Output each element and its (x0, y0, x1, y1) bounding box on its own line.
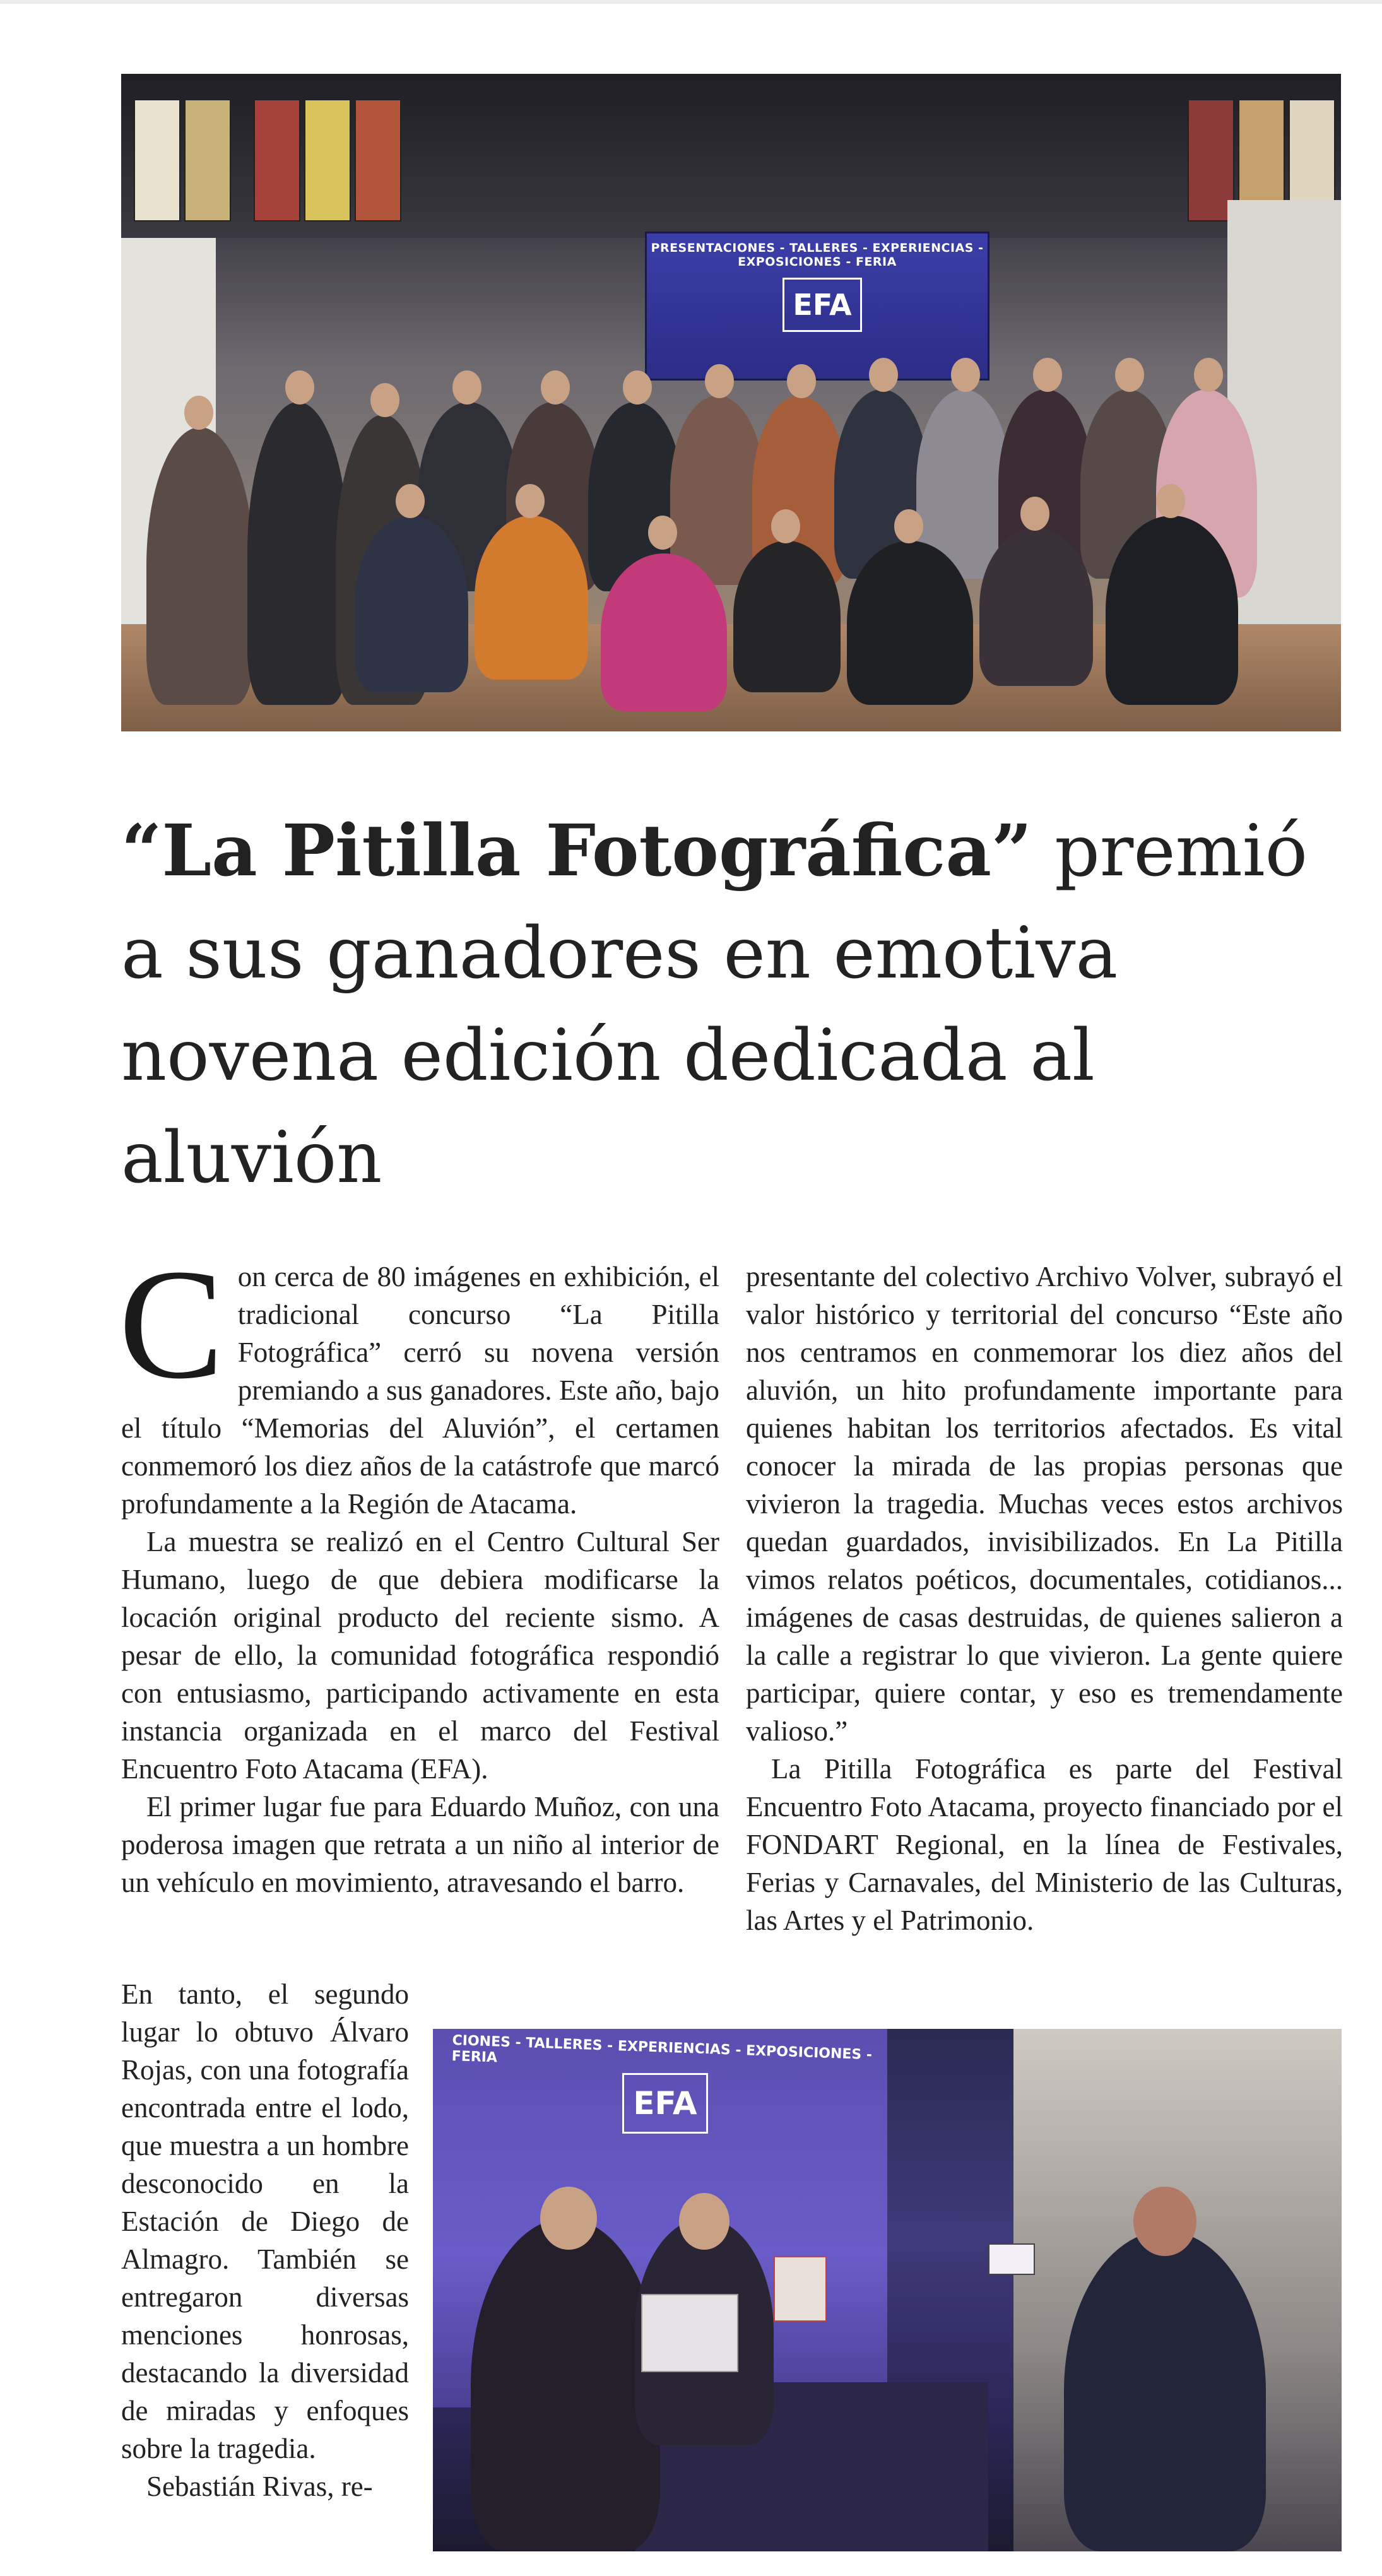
person (979, 528, 1093, 686)
person-head (951, 358, 980, 392)
person-head (1156, 484, 1185, 518)
person-head (894, 509, 923, 543)
wall-poster (355, 99, 401, 222)
person-head (285, 370, 314, 405)
award-photo (433, 2029, 1342, 2551)
person-head (771, 509, 800, 543)
prize-box (774, 2256, 827, 2322)
prize-box (641, 2294, 738, 2372)
person (670, 396, 765, 585)
person-head (787, 364, 816, 398)
person (847, 541, 973, 705)
efa-logo: EFA (622, 2073, 708, 2134)
person-head (370, 383, 399, 417)
headline-bold: “La Pitilla Fotográfica” (121, 810, 1032, 892)
person-head (1033, 358, 1062, 392)
wall-poster (304, 99, 351, 222)
person-head (396, 484, 425, 518)
backdrop-text: CIONES - TALLERES - EXPERIENCIAS - EXPOSICIONES - FERIA (451, 2032, 873, 2066)
person (355, 516, 468, 692)
paragraph: presentante del colectivo Archivo Volver, subrayó el valor histórico y territorial del concurso “Este año nos centramos en conmemorar los diez años del aluvión, un hito profundamente importante para quienes habitan los territorios afectados. Es vital conocer la mirada de las propias personas que vivieron la tragedia. Muchas veces estos archivos quedan guardados, invisibilizados. En La Pitilla vimos relatos poéticos, documentales, cotidianos... imágenes de casas destruidas, de quienes salieron a la calle a registrar lo que vivieron. La gente quiere participar, quiere contar, y eso es tremendamente valioso.” (746, 1261, 1343, 1747)
banner-text: PRESENTACIONES - TALLERES - EXPERIENCIAS - EXPOSICIONES - FERIA (651, 241, 984, 269)
person-head (516, 484, 545, 518)
drop-cap: C (119, 1237, 224, 1412)
wall-poster (254, 99, 300, 222)
paragraph: La muestra se realizó en el Centro Cultural Ser Humano, luego de que debiera modificarse la locación original producto del reciente sismo. A pesar de ello, la comunidad fotográfica respondió con entusiasmo, participando activamente en esta instancia organizada en el marco del Festival Encuentro Foto Atacama (EFA). (121, 1526, 719, 1785)
person (471, 2218, 660, 2551)
person-head (648, 516, 677, 550)
person (601, 553, 727, 711)
person-head (705, 364, 734, 398)
person-head (1020, 497, 1049, 531)
person-head (1115, 358, 1144, 392)
lead-paragraph (119, 1237, 719, 1523)
wall-poster (134, 99, 180, 222)
body-column-right (746, 1258, 1343, 1939)
paragraph: Sebastián Rivas, re- (146, 2471, 373, 2502)
paragraph: El primer lugar fue para Eduardo Muñoz, con una poderosa imagen que retrata a un niño al interior de un vehículo en movimiento, atravesando el barro. (121, 1791, 719, 1898)
person-head (1133, 2187, 1196, 2256)
festival-banner (645, 232, 989, 381)
person (1106, 516, 1238, 705)
headline-rest: premió a sus ganadores en emotiva novena edición dedicada al aluvión (121, 810, 1308, 1199)
wall-poster (184, 99, 231, 222)
body-column-narrow (121, 1975, 409, 2505)
efa-logo: EFA (783, 278, 862, 332)
group-photo (121, 74, 1341, 731)
article-headline (121, 800, 1352, 1209)
person (475, 516, 588, 680)
paragraph: En tanto, el segundo lugar lo obtuvo Álvaro Rojas, con una fotografía encontrada entre el lodo, que muestra a un hombre desconocido en la Estación de Diego de Almagro. También se entregaron diversas menciones honrosas, destacando la diversidad de miradas y enfoques sobre la tragedia. (121, 1978, 409, 2464)
phone (988, 2243, 1035, 2275)
person-head (623, 370, 652, 405)
person (146, 427, 254, 705)
person (247, 402, 348, 705)
person-head (1194, 358, 1223, 392)
person-head (869, 358, 898, 392)
paragraph: La Pitilla Fotográfica es parte del Festival Encuentro Foto Atacama, proyecto financiado por el FONDART Regional, en la línea de Festivales, Ferias y Carnavales, del Ministerio de las Culturas, las Artes y el Patrimonio. (746, 1753, 1343, 1936)
page-top-rule (0, 0, 1382, 4)
person-head (540, 2187, 597, 2250)
person (733, 541, 841, 692)
person-head (452, 370, 481, 405)
person-head (541, 370, 570, 405)
person-head (184, 396, 213, 430)
person-head (679, 2193, 729, 2250)
body-column-left (119, 1237, 719, 1901)
person (1064, 2231, 1266, 2551)
paragraph-text: on cerca de 80 imágenes en exhibición, el tradicional concurso “La Pitilla Fotográfica” cerró su novena versión premiando a sus ganadores. Este año, bajo el título “Memorias del Aluvión”, el certamen conmemoró los diez años de la catástrofe que marcó profundamente a la Región de Atacama. (121, 1261, 719, 1520)
